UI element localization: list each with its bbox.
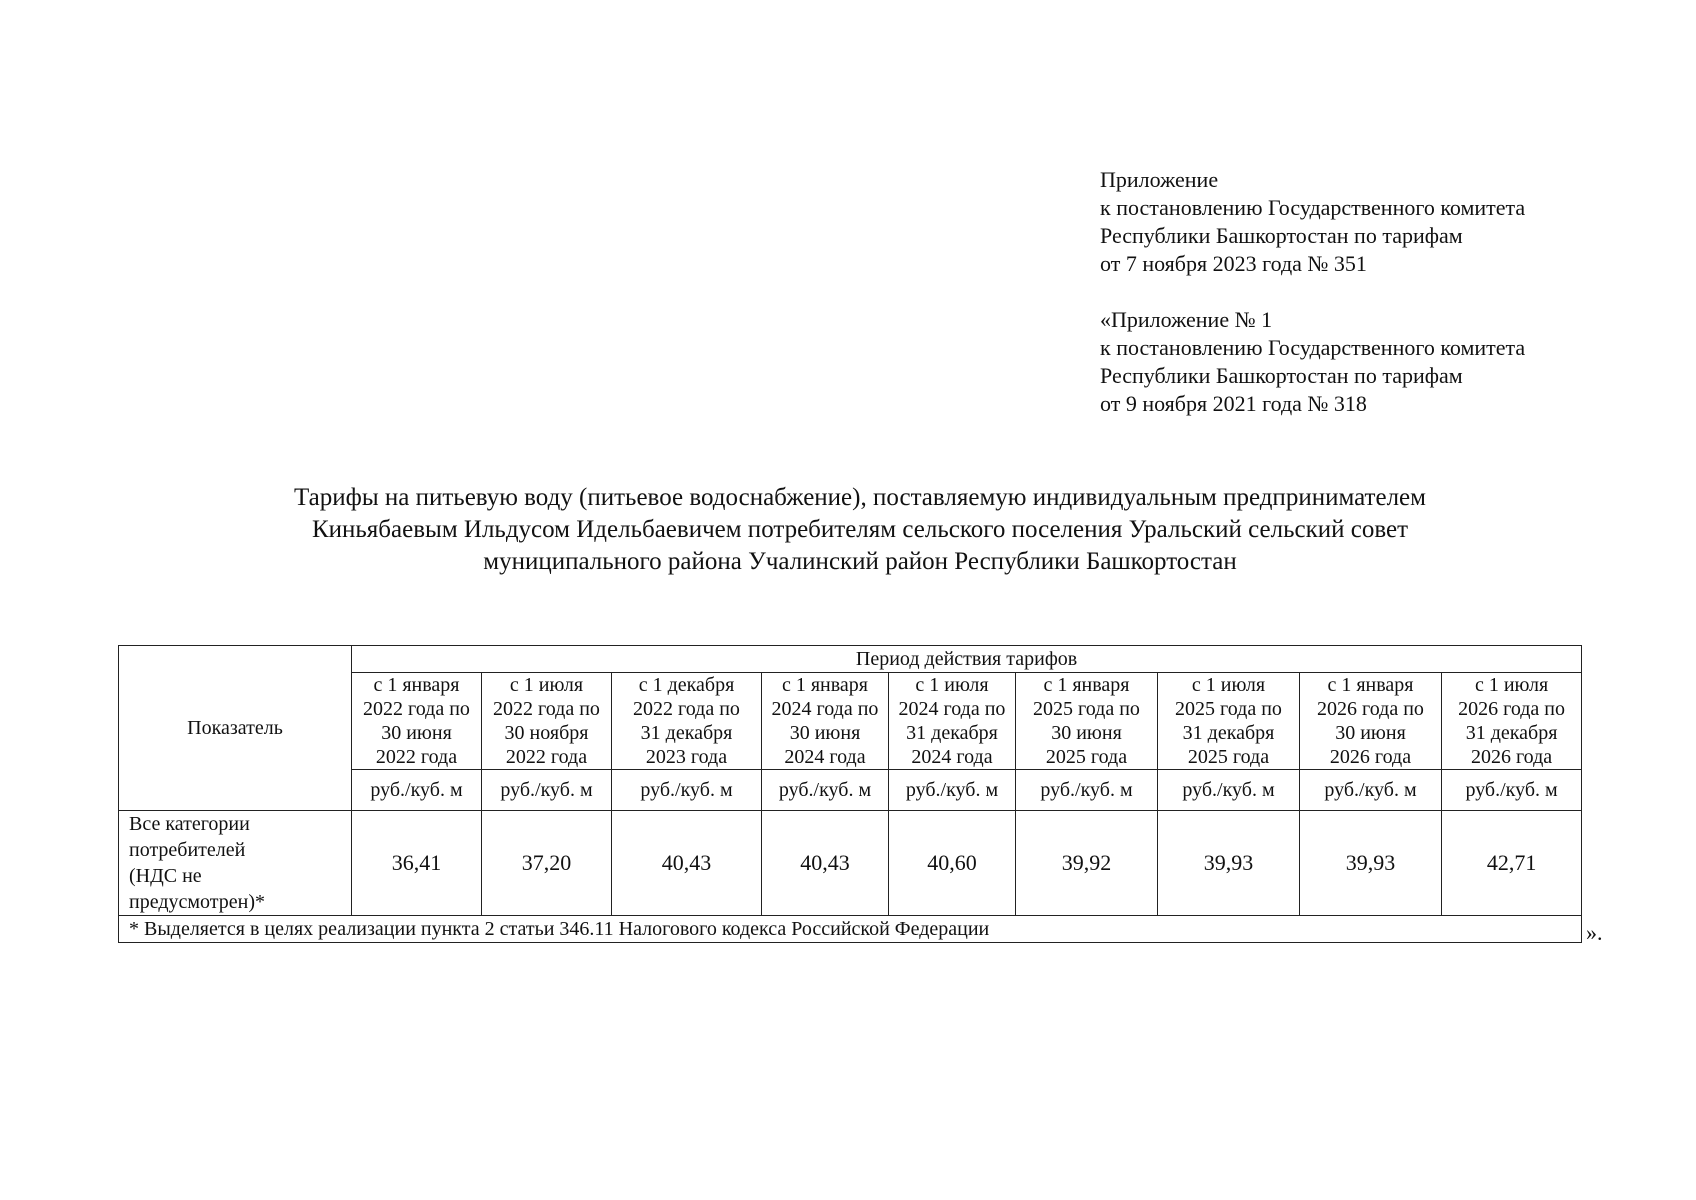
category-line: потребителей (129, 839, 246, 861)
footnote: * Выделяется в целях реализации пункта 2 статьи 346.11 Налогового кодекса Российской Федерации (119, 916, 1582, 943)
period-line: с 1 июля (1191, 674, 1266, 696)
period-line: с 1 января (1043, 674, 1130, 696)
appendix-line: Приложение (1100, 167, 1219, 192)
document-title (120, 482, 1600, 578)
period-line: с 1 декабря (638, 674, 735, 696)
period-line: с 1 января (1327, 674, 1414, 696)
unit-cell: руб./куб. м (612, 770, 762, 811)
appendix-line: к постановлению Государственного комитета (1100, 335, 1526, 360)
unit-cell: руб./куб. м (1158, 770, 1300, 811)
period-line: 31 декабря (1465, 722, 1558, 744)
appendix-original-header (1100, 306, 1660, 418)
period-line: 30 июня (1335, 722, 1406, 744)
period-line: 2025 года по (1175, 698, 1282, 720)
appendix-line: «Приложение № 1 (1100, 307, 1273, 332)
appendix-current-header (1100, 166, 1660, 278)
appendix-line: к постановлению Государственного комитета (1100, 195, 1526, 220)
tariff-table (118, 645, 1582, 943)
indicator-header: Показатель (119, 646, 352, 811)
period-line: 30 ноября (504, 722, 589, 744)
period-line: с 1 июля (915, 674, 989, 696)
appendix-line: от 9 ноября 2021 года № 318 (1100, 391, 1367, 416)
period-line: 2024 года (911, 746, 993, 768)
period-cell (762, 673, 889, 770)
period-line: 2026 года по (1458, 698, 1565, 720)
tariff-value: 39,93 (1158, 811, 1300, 916)
period-line: 2024 года по (898, 698, 1006, 720)
period-line: 2025 года (1045, 746, 1128, 768)
category-line: Все категории (129, 813, 250, 835)
category-line: предусмотрен)* (129, 891, 265, 913)
period-line: 2024 года (784, 746, 866, 768)
period-cell (1300, 673, 1442, 770)
period-line: 2022 года по (363, 698, 470, 720)
closing-quote: ». (1586, 920, 1603, 945)
title-line: Киньябаевым Ильдусом Идельбаевичем потребителям сельского поселения Уральский сельский совет (311, 516, 1409, 543)
category-cell (119, 811, 352, 916)
period-line: 2026 года (1470, 746, 1553, 768)
tariff-value: 40,43 (612, 811, 762, 916)
tariff-value: 42,71 (1442, 811, 1582, 916)
period-line: 30 июня (1051, 722, 1122, 744)
period-header: Период действия тарифов (352, 646, 1582, 673)
unit-cell: руб./куб. м (1442, 770, 1582, 811)
title-line: муниципального района Учалинский район Республики Башкортостан (483, 548, 1237, 575)
category-line: (НДС не (129, 865, 202, 887)
period-line: 2023 года (645, 746, 728, 768)
title-line: Тарифы на питьевую воду (питьевое водоснабжение), поставляемую индивидуальным предпринимателем (294, 484, 1426, 511)
unit-cell: руб./куб. м (1016, 770, 1158, 811)
period-line: 30 июня (381, 722, 452, 744)
period-line: с 1 июля (1474, 674, 1549, 696)
period-cell (1016, 673, 1158, 770)
period-cell (612, 673, 762, 770)
appendix-line: от 7 ноября 2023 года № 351 (1100, 251, 1367, 276)
unit-cell: руб./куб. м (889, 770, 1016, 811)
period-line: 2025 года по (1033, 698, 1140, 720)
period-line: с 1 января (373, 674, 460, 696)
period-line: 2022 года по (493, 698, 600, 720)
period-cell (1158, 673, 1300, 770)
period-line: 2025 года (1187, 746, 1270, 768)
tariff-value: 40,60 (889, 811, 1016, 916)
period-line: 30 июня (789, 722, 861, 744)
tariff-value: 36,41 (352, 811, 482, 916)
footnote-row (119, 916, 1582, 943)
period-cell (1442, 673, 1582, 770)
period-cell (889, 673, 1016, 770)
unit-cell: руб./куб. м (482, 770, 612, 811)
tariff-value: 39,92 (1016, 811, 1158, 916)
tariff-value: 37,20 (482, 811, 612, 916)
period-line: 2024 года по (771, 698, 879, 720)
period-line: с 1 июля (509, 674, 584, 696)
period-line: 31 декабря (906, 722, 998, 744)
period-line: с 1 января (781, 674, 869, 696)
period-line: 2026 года по (1317, 698, 1424, 720)
appendix-line: Республики Башкортостан по тарифам (1100, 223, 1463, 248)
appendix-line: Республики Башкортостан по тарифам (1100, 363, 1463, 388)
period-line: 2022 года (375, 746, 458, 768)
unit-cell: руб./куб. м (352, 770, 482, 811)
unit-cell: руб./куб. м (1300, 770, 1442, 811)
tariff-value: 40,43 (762, 811, 889, 916)
period-line: 31 декабря (1182, 722, 1275, 744)
table-row (119, 811, 1582, 916)
period-line: 2022 года по (633, 698, 740, 720)
period-line: 2026 года (1329, 746, 1412, 768)
period-cell (482, 673, 612, 770)
tariff-value: 39,93 (1300, 811, 1442, 916)
period-cell (352, 673, 482, 770)
period-line: 2022 года (505, 746, 588, 768)
unit-cell: руб./куб. м (762, 770, 889, 811)
period-line: 31 декабря (640, 722, 733, 744)
